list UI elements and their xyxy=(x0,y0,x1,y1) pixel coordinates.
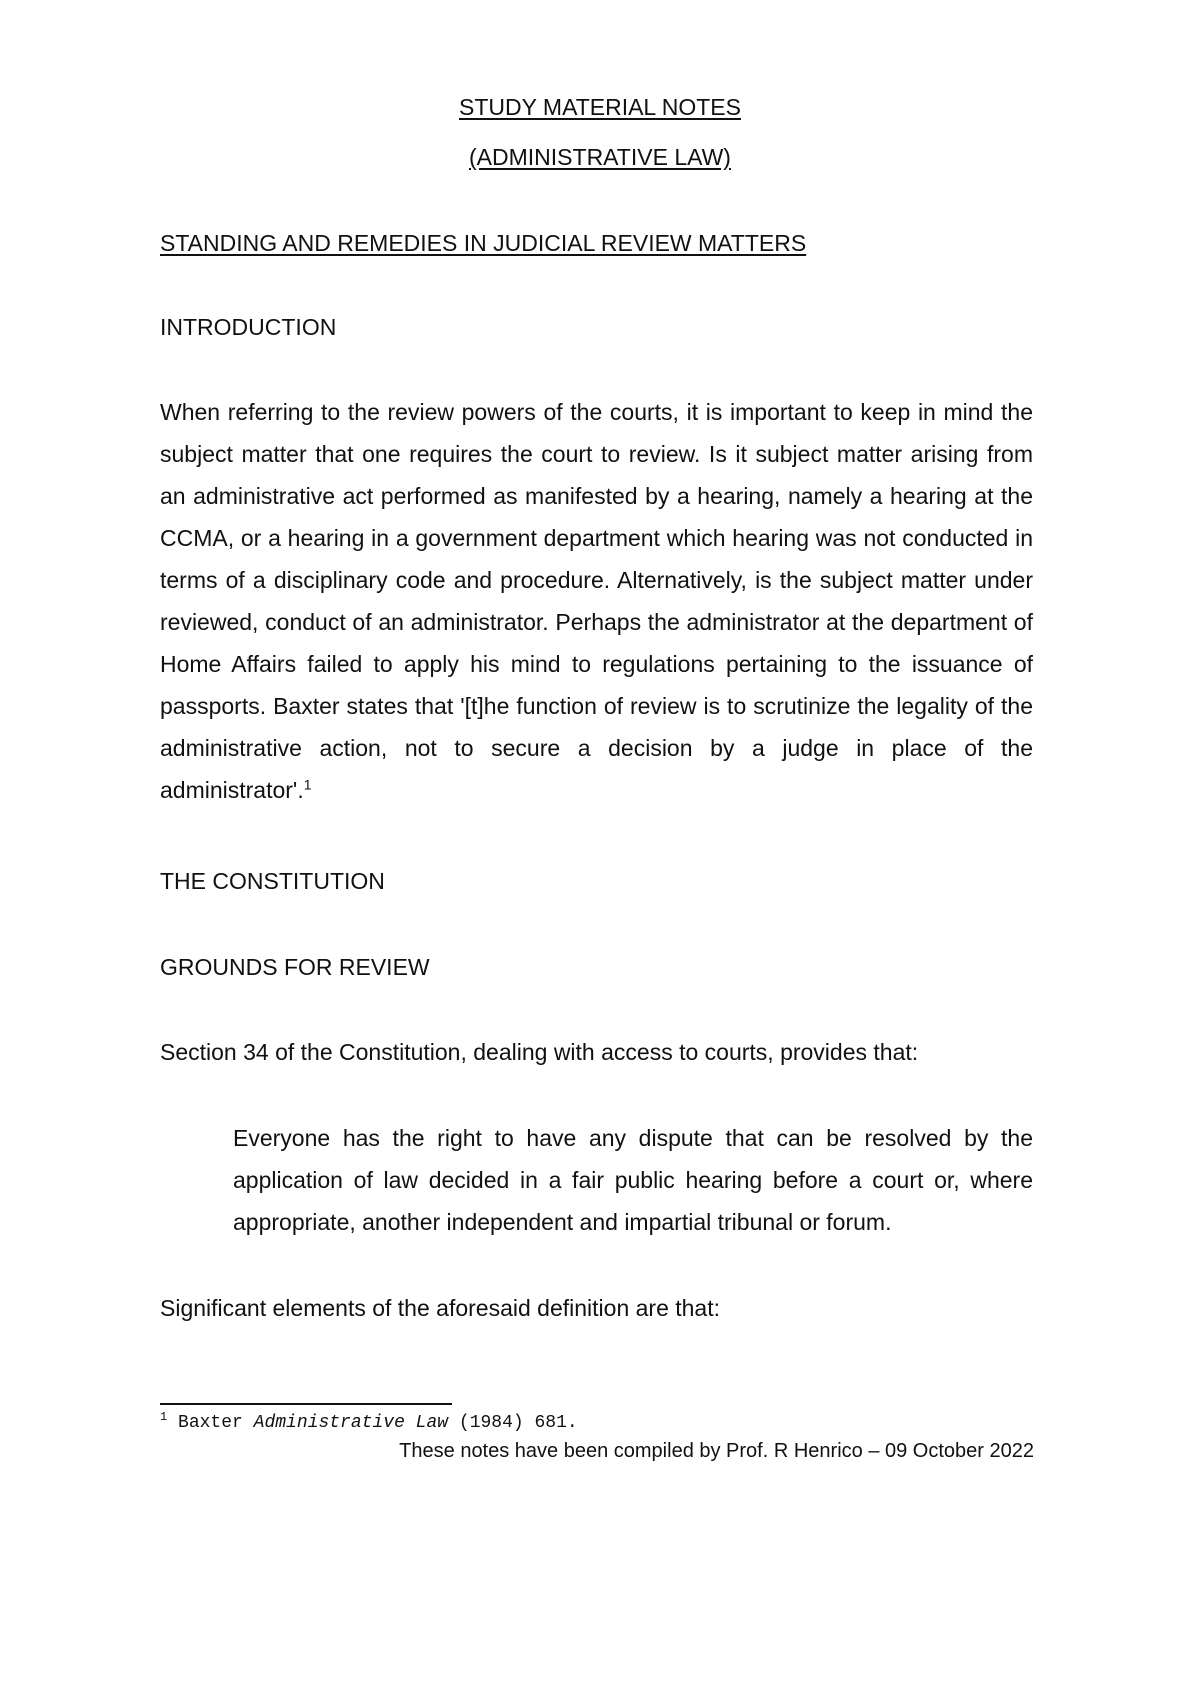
footnote-separator xyxy=(160,1403,452,1405)
footnote xyxy=(160,1411,578,1435)
grounds-heading: GROUNDS FOR REVIEW xyxy=(160,954,430,980)
section34-quote: Everyone has the right to have any dispute that can be resolved by the application of law decided in a fair public hearing before a court or, where appropriate, another independent and impartial tribunal or forum. xyxy=(233,1125,1033,1235)
footnote-work: Administrative Law xyxy=(253,1413,449,1433)
constitution-heading: THE CONSTITUTION xyxy=(160,868,385,894)
significant-elements: Significant elements of the aforesaid definition are that: xyxy=(160,1295,721,1321)
document-title-line1: STUDY MATERIAL NOTES xyxy=(458,94,741,120)
introduction-paragraph-text: When referring to the review powers of the courts, it is important to keep in mind the subject matter that one requires the court to review. Is it subject matter arising from an administrative act performed as manifested by a hearing, namely a hearing at the CCMA, or a hearing in a government department which hearing was not conducted in terms of a disciplinary code and procedure. Alternatively, is the subject matter under reviewed, conduct of an administrator. Perhaps the administrator at the department of Home Affairs failed to apply his mind to regulations pertaining to the issuance of passports. Baxter states that '[t]he function of review is to scrutinize the legality of the administrative action, not to secure a decision by a judge in place of the administrator'. xyxy=(160,399,1033,803)
document-title-line2: (ADMINISTRATIVE LAW) xyxy=(469,144,731,170)
compiled-by-footer: These notes have been compiled by Prof. R Henrico – 09 October 2022 xyxy=(399,1440,1034,1462)
introduction-heading: INTRODUCTION xyxy=(160,314,337,340)
footnote-reference: 1 xyxy=(303,776,312,793)
footnote-author: Baxter xyxy=(178,1413,243,1433)
section34-intro: Section 34 of the Constitution, dealing with access to courts, provides that: xyxy=(160,1039,919,1065)
introduction-paragraph xyxy=(160,391,1033,811)
footnote-number: 1 xyxy=(160,1410,168,1424)
footnote-citation: (1984) 681. xyxy=(458,1413,578,1433)
document-subtitle: STANDING AND REMEDIES IN JUDICIAL REVIEW MATTERS xyxy=(160,230,807,256)
